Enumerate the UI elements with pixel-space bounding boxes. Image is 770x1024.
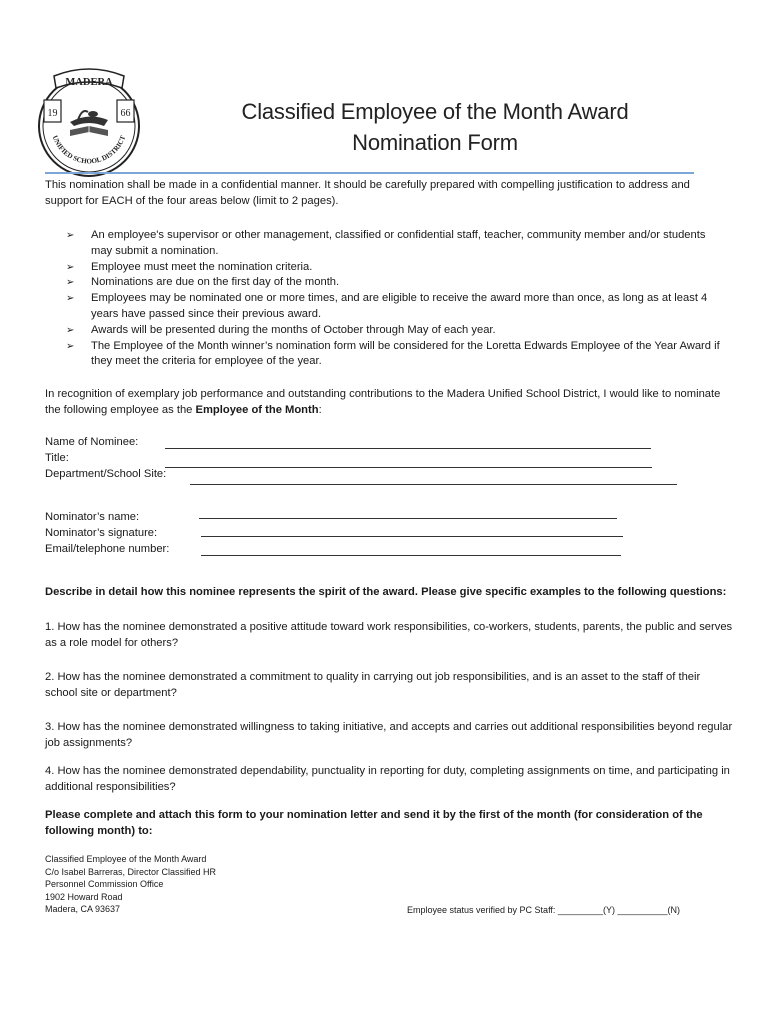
nominee-name-label: Name of Nominee: <box>45 436 139 448</box>
question-2: 2. How has the nominee demonstrated a commitment to quality in carrying out job responsibilities, and is an asset to the staff of their school site or department? <box>45 671 701 699</box>
address-line: Classified Employee of the Month Award <box>45 854 207 864</box>
title-line-2: Nomination Form <box>352 130 518 155</box>
nominator-name-label: Nominator’s name: <box>45 511 140 523</box>
list-item: ➢ Awards will be presented during the months of October through May of each year. <box>66 323 726 339</box>
seal-ring-text: UNIFIED SCHOOL DISTRICT <box>50 134 128 166</box>
nominator-name-field[interactable] <box>199 518 617 519</box>
district-seal-logo <box>30 64 148 182</box>
seal-year-left: 19 <box>47 108 58 119</box>
contact-label: Email/telephone number: <box>45 543 170 555</box>
list-item: ➢ Employee must meet the nomination criteria. <box>66 260 726 276</box>
question-3: 3. How has the nominee demonstrated willingness to taking initiative, and accepts and carries out additional responsibilities beyond regular job assignments? <box>45 721 733 749</box>
address-line: C/o Isabel Barreras, Director Classified HR <box>45 866 217 877</box>
address-line: 1902 Howard Road <box>45 891 123 902</box>
list-item: ➢ Nominations are due on the first day of the month. <box>66 275 726 291</box>
nominator-signature-field[interactable] <box>201 536 623 537</box>
arrow-bullet-icon: ➢ <box>66 230 75 241</box>
arrow-bullet-icon: ➢ <box>66 277 75 289</box>
describe-instruction: Describe in detail how this nominee represents the spirit of the award. Please give specific examples to the following questions: <box>45 586 727 598</box>
mailing-address <box>45 853 345 916</box>
question-1: 1. How has the nominee demonstrated a positive attitude toward work responsibilities, co-workers, students, parents, the public and serves as a role model for others? <box>45 621 733 649</box>
staff-verification: Employee status verified by PC Staff: _________(Y) __________(N) <box>407 905 680 915</box>
department-label: Department/School Site: <box>45 468 167 480</box>
list-item: ➢ An employee's supervisor or other management, classified or confidential staff, teacher, community member and/or students may submit a nomination. <box>66 229 706 257</box>
list-item: ➢ The Employee of the Month winner’s nomination form will be considered for the Loretta Edwards Employee of the Year Award if they meet the criteria for employee of the year. <box>66 339 720 368</box>
seal-top-text: MADERA <box>65 77 113 88</box>
title-line-1: Classified Employee of the Month Award <box>241 99 629 124</box>
nominee-title-field[interactable] <box>165 467 652 468</box>
award-name: Employee of the Month <box>195 403 319 416</box>
contact-field[interactable] <box>201 555 621 556</box>
recognition-paragraph: In recognition of exemplary job performance and outstanding contributions to the Madera Unified School District, I would like to nominate the following employee as the Employee of the Month: <box>45 388 721 416</box>
arrow-bullet-icon: ➢ <box>66 340 75 352</box>
question-4: 4. How has the nominee demonstrated dependability, punctuality in reporting for duty, completing assignments on time, and participating in additional responsibilities? <box>45 765 730 793</box>
criteria-list <box>66 228 726 370</box>
seal-year-right: 66 <box>120 108 131 119</box>
address-line: Personnel Commission Office <box>45 879 164 889</box>
attach-instruction: Please complete and attach this form to your nomination letter and send it by the first of the month (for consideration of the following month) to: <box>45 809 703 837</box>
arrow-bullet-icon: ➢ <box>66 324 75 336</box>
arrow-bullet-icon: ➢ <box>66 261 75 273</box>
nominee-title-label: Title: <box>45 452 69 464</box>
department-field[interactable] <box>190 484 677 485</box>
arrow-bullet-icon: ➢ <box>66 293 75 305</box>
nominee-name-field[interactable] <box>165 448 651 449</box>
address-line: Madera, CA 93637 <box>45 904 121 914</box>
form-title <box>180 96 690 158</box>
intro-paragraph: This nomination shall be made in a confidential manner. It should be carefully prepared with compelling justification to address and support for EACH of the four areas below (limit to 2 pages). <box>45 179 690 207</box>
title-divider <box>45 172 694 174</box>
list-item: ➢ Employees may be nominated one or more times, and are eligible to receive the award more than once, as long as at least 4 years have passed since their previous award. <box>66 292 708 320</box>
lamp-and-book-icon <box>70 111 108 136</box>
nominator-signature-label: Nominator’s signature: <box>45 527 158 539</box>
